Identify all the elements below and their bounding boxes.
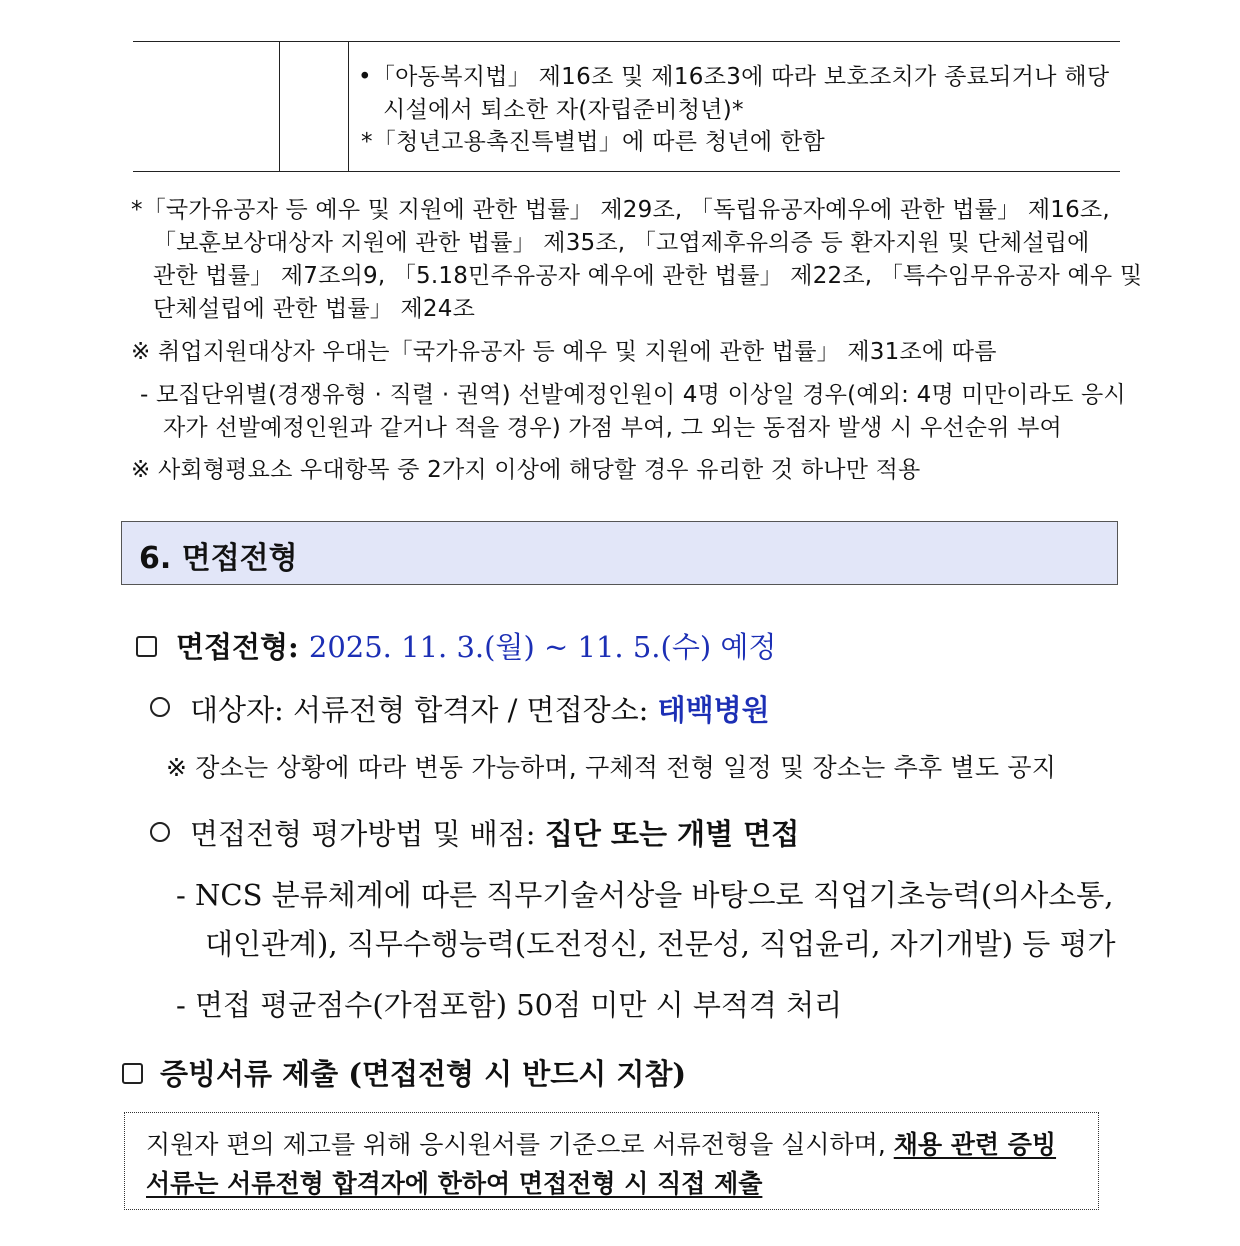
table-cell-line-2: 시설에서 퇴소한 자(자립준비청년)* xyxy=(383,97,744,123)
interview-heading xyxy=(176,625,776,666)
interview-detail-2: - 면접 평균점수(가점포함) 50점 미만 시 부적격 처리 xyxy=(176,988,843,1022)
footnote-line-3: 관한 법률」 제7조의9, 「5.18민주유공자 예우에 관한 법률」 제22조, 「특수임무유공자 예우 및 xyxy=(153,263,1143,289)
circle-bullet-icon xyxy=(150,822,170,842)
interview-target-label: 대상자: 서류전형 합격자 / 면접장소: xyxy=(190,693,649,727)
section-title: 6. 면접전형 xyxy=(139,541,298,576)
interview-method-label: 면접전형 평가방법 및 배점: xyxy=(190,817,536,851)
table-top-border xyxy=(133,41,1120,42)
checkbox-icon xyxy=(136,636,157,657)
note-social-equity: ※ 사회형평요소 우대항목 중 2가지 이상에 해당할 경우 유리한 것 하나만 적용 xyxy=(131,457,921,483)
interview-detail-1-line-1: - NCS 분류체계에 따른 직무기술서상을 바탕으로 직업기초능력(의사소통, xyxy=(176,878,1114,912)
documents-notice-line-1 xyxy=(146,1125,1056,1161)
interview-label: 면접전형: xyxy=(176,630,299,664)
documents-notice-plain: 지원자 편의 제고를 위해 응시원서를 기준으로 서류전형을 실시하며, xyxy=(146,1130,894,1159)
documents-notice-emphasis-1: 채용 관련 증빙 xyxy=(893,1130,1057,1159)
footnote-line-1: *「국가유공자 등 예우 및 지원에 관한 법률」 제29조, 「독립유공자예우에 관한 법률」 제16조, xyxy=(131,197,1110,223)
interview-venue: 태백병원 xyxy=(657,693,770,727)
note-bonus-line-1: - 모집단위별(경쟁유형 · 직렬 · 권역) 선발예정인원이 4명 이상일 경우(예외: 4명 미만이라도 응시 xyxy=(140,382,1126,408)
documents-notice-line-2 xyxy=(146,1164,762,1200)
interview-target-line xyxy=(190,688,770,729)
table-cell-line-3: *「청년고용촉진특별법」에 따른 청년에 한함 xyxy=(361,129,826,155)
interview-method-line xyxy=(190,812,799,853)
checkbox-icon xyxy=(122,1063,143,1084)
interview-method-value: 집단 또는 개별 면접 xyxy=(544,817,800,851)
table-divider-1 xyxy=(279,41,280,171)
note-employment-support: ※ 취업지원대상자 우대는「국가유공자 등 예우 및 지원에 관한 법률」 제31조에 따름 xyxy=(131,339,997,365)
table-bottom-border xyxy=(133,171,1120,172)
note-bonus-line-2: 자가 선발예정인원과 같거나 적을 경우) 가점 부여, 그 외는 동점자 발생 시 우선순위 부여 xyxy=(163,415,1062,441)
circle-bullet-icon xyxy=(150,697,170,717)
interview-detail-1-line-2: 대인관계), 직무수행능력(도전정신, 전문성, 직업윤리, 자기개발) 등 평가 xyxy=(205,927,1116,961)
documents-heading: 증빙서류 제출 (면접전형 시 반드시 지참) xyxy=(160,1057,687,1091)
venue-note: ※ 장소는 상황에 따라 변동 가능하며, 구체적 전형 일정 및 장소는 추후 별도 공지 xyxy=(166,753,1057,782)
footnote-line-2: 「보훈보상대상자 지원에 관한 법률」 제35조, 「고엽제후유의증 등 환자지원 및 단체설립에 xyxy=(153,230,1090,256)
interview-date: 2025. 11. 3.(월) ~ 11. 5.(수) 예정 xyxy=(308,630,777,664)
documents-notice-emphasis-2: 서류는 서류전형 합격자에 한하여 면접전형 시 직접 제출 xyxy=(146,1169,763,1198)
footnote-line-4: 단체설립에 관한 법률」 제24조 xyxy=(153,296,475,322)
table-divider-2 xyxy=(348,41,349,171)
table-cell-line-1: •「아동복지법」 제16조 및 제16조3에 따라 보호조치가 종료되거나 해당 xyxy=(358,64,1110,90)
